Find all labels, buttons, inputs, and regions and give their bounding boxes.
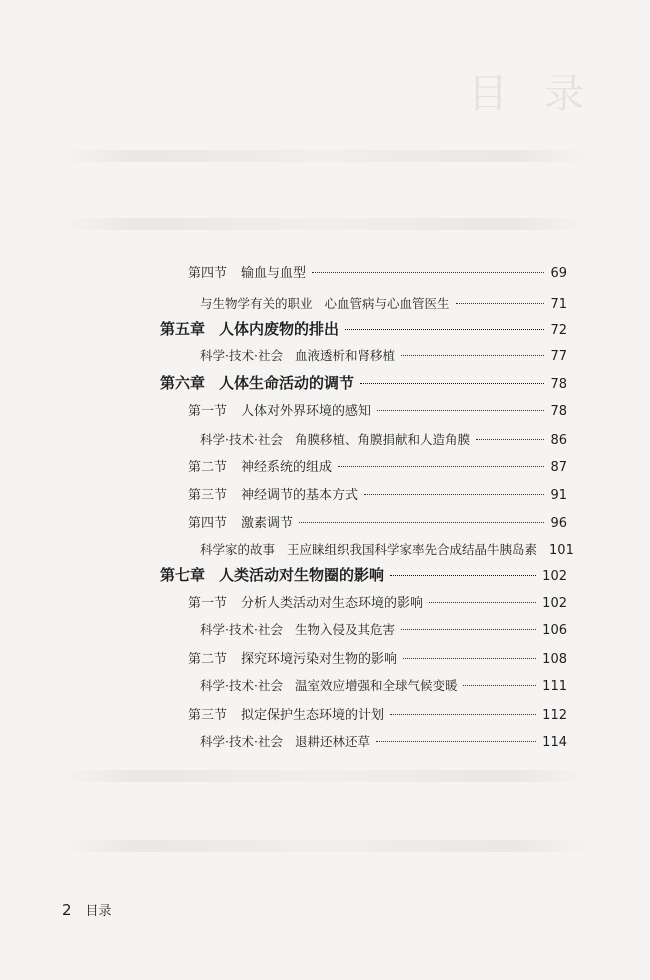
- entry-page: 78: [550, 404, 567, 419]
- faint-heading: 目录: [468, 71, 620, 117]
- dot-leader: [401, 629, 536, 630]
- dot-leader: [338, 466, 544, 467]
- entry-title: [200, 346, 395, 364]
- entry-label: 第四节: [188, 516, 228, 531]
- toc-entry[interactable]: [200, 430, 567, 448]
- dot-leader: [299, 522, 544, 523]
- entry-page: 78: [550, 377, 567, 392]
- entry-title: [188, 484, 358, 503]
- entry-text: 温室效应增强和全球气候变暖: [294, 678, 458, 693]
- entry-label: 第六章: [160, 374, 206, 392]
- page-footer: [62, 900, 112, 919]
- entry-page: 77: [550, 349, 567, 364]
- dot-leader: [377, 410, 544, 411]
- toc-entry[interactable]: [200, 540, 574, 558]
- toc-entry[interactable]: [160, 372, 567, 393]
- show-through-line: [60, 770, 590, 782]
- entry-page: 111: [542, 679, 567, 694]
- entry-page: 72: [550, 323, 567, 338]
- entry-text: 人体对外界环境的感知: [241, 404, 372, 419]
- entry-label: 科学·技术·社会: [200, 678, 283, 693]
- entry-text: 角膜移植、角膜捐献和人造角膜: [294, 432, 470, 447]
- entry-text: 人类活动对生物圈的影响: [219, 566, 385, 584]
- entry-text: 激素调节: [241, 516, 294, 531]
- entry-label: 科学·技术·社会: [200, 734, 283, 749]
- toc-entry[interactable]: [200, 294, 567, 312]
- toc-entry[interactable]: [200, 620, 567, 638]
- show-through-line: [60, 218, 590, 230]
- entry-text: 分析人类活动对生态环境的影响: [241, 596, 424, 611]
- toc-entry[interactable]: [160, 318, 567, 339]
- entry-text: 探究环境污染对生物的影响: [241, 652, 398, 667]
- dot-leader: [345, 329, 544, 330]
- entry-page: 87: [550, 460, 567, 475]
- entry-text: 生物入侵及其危害: [294, 622, 395, 637]
- entry-page: 102: [542, 569, 567, 584]
- entry-text: 退耕还林还草: [294, 734, 370, 749]
- entry-title: [160, 372, 354, 393]
- entry-title: [188, 704, 384, 723]
- entry-text: 血液透析和肾移植: [294, 348, 395, 363]
- entry-title: [188, 592, 423, 611]
- dot-leader: [456, 303, 545, 304]
- entry-title: [188, 400, 371, 419]
- dot-leader: [401, 355, 544, 356]
- entry-title: [200, 540, 537, 558]
- entry-page: 106: [542, 623, 567, 638]
- toc-entry[interactable]: [188, 592, 567, 611]
- entry-label: 第三节: [188, 488, 228, 503]
- entry-label: 与生物学有关的职业: [200, 296, 313, 311]
- dot-leader: [390, 714, 536, 715]
- entry-text: 人体生命活动的调节: [219, 374, 355, 392]
- entry-text: 心血管病与心血管医生: [324, 296, 450, 311]
- entry-text: 拟定保护生态环境的计划: [241, 708, 385, 723]
- entry-title: [188, 648, 397, 667]
- toc-entry[interactable]: [188, 512, 567, 531]
- entry-title: [200, 732, 370, 750]
- entry-page: 114: [542, 735, 567, 750]
- entry-page: 69: [550, 266, 567, 281]
- entry-title: [200, 430, 470, 448]
- entry-title: [188, 262, 306, 281]
- entry-label: 科学家的故事: [200, 542, 276, 557]
- entry-page: 71: [550, 297, 567, 312]
- entry-text: 人体内废物的排出: [219, 320, 340, 338]
- toc-entry[interactable]: [200, 732, 567, 750]
- dot-leader: [403, 658, 536, 659]
- entry-title: [200, 294, 450, 312]
- toc-entry[interactable]: [200, 346, 567, 364]
- entry-label: 第七章: [160, 566, 206, 584]
- entry-page: 101: [549, 543, 574, 558]
- entry-page: 112: [542, 708, 567, 723]
- dot-leader: [463, 685, 536, 686]
- toc-entry[interactable]: [200, 676, 567, 694]
- entry-label: 第一节: [188, 404, 228, 419]
- entry-page: 102: [542, 596, 567, 611]
- footer-page-number: 2: [62, 901, 72, 919]
- entry-label: 第二节: [188, 460, 228, 475]
- entry-title: [188, 456, 332, 475]
- entry-page: 108: [542, 652, 567, 667]
- dot-leader: [376, 741, 536, 742]
- show-through-line: [60, 150, 590, 162]
- entry-page: 86: [550, 433, 567, 448]
- toc-entry[interactable]: [188, 456, 567, 475]
- footer-section: 目录: [85, 904, 112, 919]
- toc-entry[interactable]: [188, 484, 567, 503]
- dot-leader: [429, 602, 536, 603]
- show-through-line: [60, 840, 590, 852]
- entry-label: 第一节: [188, 596, 228, 611]
- toc-entry[interactable]: [188, 400, 567, 419]
- entry-label: 科学·技术·社会: [200, 348, 283, 363]
- entry-text: 神经调节的基本方式: [241, 488, 359, 503]
- entry-label: 第五章: [160, 320, 206, 338]
- dot-leader: [390, 575, 536, 576]
- entry-label: 科学·技术·社会: [200, 432, 283, 447]
- entry-title: [160, 564, 384, 585]
- entry-label: 第二节: [188, 652, 228, 667]
- dot-leader: [312, 272, 544, 273]
- toc-entry[interactable]: [188, 704, 567, 723]
- entry-title: [188, 512, 293, 531]
- entry-title: [200, 620, 395, 638]
- toc-entry[interactable]: [188, 262, 567, 281]
- dot-leader: [360, 383, 544, 384]
- entry-text: 神经系统的组成: [241, 460, 333, 475]
- dot-leader: [476, 439, 544, 440]
- entry-page: 96: [550, 516, 567, 531]
- entry-label: 第三节: [188, 708, 228, 723]
- dot-leader: [364, 494, 544, 495]
- toc-entry[interactable]: [188, 648, 567, 667]
- toc-entry[interactable]: [160, 564, 567, 585]
- entry-text: 输血与血型: [241, 266, 307, 281]
- entry-title: [200, 676, 457, 694]
- entry-title: [160, 318, 339, 339]
- entry-label: 第四节: [188, 266, 228, 281]
- entry-label: 科学·技术·社会: [200, 622, 283, 637]
- entry-text: 王应睐组织我国科学家率先合成结晶牛胰岛素: [287, 542, 538, 557]
- entry-page: 91: [550, 488, 567, 503]
